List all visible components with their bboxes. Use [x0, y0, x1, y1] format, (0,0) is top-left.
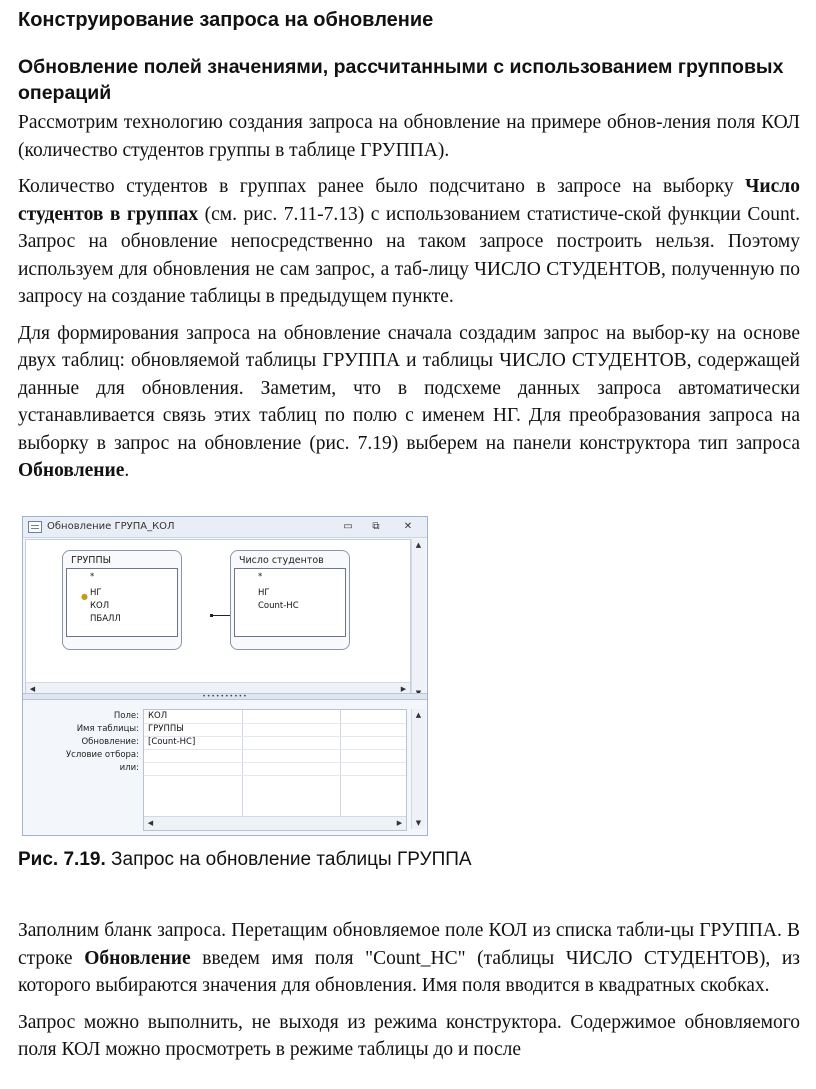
grid-vertical-scrollbar[interactable] — [411, 709, 425, 829]
scroll-up-icon[interactable]: ▲ — [415, 711, 422, 719]
field-star[interactable]: * — [90, 572, 95, 582]
primary-key-icon: ● — [81, 592, 88, 601]
grid-row-divider — [144, 775, 406, 776]
label-or: или: — [119, 763, 139, 773]
field-star[interactable]: * — [258, 572, 263, 582]
table-chislo-fields — [234, 568, 346, 637]
query-designer-window — [22, 516, 428, 836]
paragraph-intro: Рассмотрим технологию создания запроса на обновление на примере обнов-ления поля КОЛ (количество студентов группы в таблице ГРУППА). — [18, 112, 800, 161]
grid-horizontal-scrollbar[interactable] — [144, 816, 406, 830]
scroll-up-icon[interactable]: ▲ — [415, 541, 422, 549]
section-heading: Конструирование запроса на обновление — [18, 9, 434, 31]
figure-number: Рис. 7.19. — [18, 849, 106, 870]
paragraph-forming — [18, 320, 800, 485]
paragraph-fill-after: введем имя поля "Count_НС" (таблицы ЧИСЛО СТУДЕНТОВ), из которого выбираются значения для обновления. Имя поля вводится в квадратных скобках. — [18, 947, 800, 996]
pane-splitter[interactable]: •••••••••• — [23, 693, 427, 700]
label-criteria: Условие отбора: — [65, 750, 139, 760]
field-count-ns[interactable]: Count-НС — [258, 601, 299, 611]
grid-row-divider — [144, 762, 406, 763]
grid-column-divider — [340, 710, 341, 830]
label-update-to: Обновление: — [81, 737, 139, 747]
cell-field-value[interactable]: КОЛ — [148, 711, 168, 721]
field-ng[interactable]: НГ — [90, 588, 102, 598]
query-grid-pane — [23, 701, 425, 833]
table-gruppy[interactable] — [62, 550, 182, 650]
paragraph-fill-form — [18, 917, 800, 1000]
subsection-heading: Обновление полей значениями, рассчитанными с использованием групповых операций — [18, 56, 784, 104]
scroll-right-icon[interactable]: ▶ — [396, 819, 403, 827]
paragraph-forming-after: . — [124, 460, 130, 481]
table-diagram-pane — [25, 539, 411, 699]
paragraph-forming-bold: Обновление — [18, 460, 125, 481]
cell-table-value[interactable]: ГРУППЫ — [148, 724, 184, 734]
paragraph-forming-before: Для формирования запроса на обновление сначала создадим запрос на выбор-ку на основе двух таблиц: обновляемой таблицы ГРУППА и таблицы ЧИСЛО СТУДЕНТОВ, содержащей данные для обновления. Заметим, что в подсхеме данных запроса автоматически устанавливается связь этих таблиц по полю с именем НГ. Для преобразования запроса на выборку в запрос на обновление (рис. 7.19) выберем на панели конструктора тип запроса — [18, 322, 800, 454]
scroll-left-icon[interactable]: ◀ — [147, 819, 154, 827]
query-icon — [28, 521, 42, 533]
paragraph-count-bold: Число студентов в группах — [18, 176, 800, 225]
diagram-vertical-scrollbar[interactable] — [411, 539, 425, 699]
table-chislo-studentov[interactable] — [230, 550, 350, 650]
field-kol[interactable]: КОЛ — [90, 601, 110, 611]
label-table-name: Имя таблицы: — [76, 724, 139, 734]
scroll-right-icon[interactable]: ▶ — [400, 685, 407, 693]
table-gruppy-name: ГРУППЫ — [71, 555, 111, 566]
paragraph-execute: Запрос можно выполнить, не выходя из режима конструктора. Содержимое обновляемого поля КОЛ можно просмотреть в режиме таблицы до и после — [18, 1011, 800, 1060]
grid-row-divider — [144, 749, 406, 750]
field-pball[interactable]: ПБАЛЛ — [90, 614, 121, 624]
window-title: Обновление ГРУПА_КОЛ — [47, 521, 175, 532]
figure-caption-text: Запрос на обновление таблицы ГРУППА — [105, 849, 472, 870]
grid-column-divider — [242, 710, 243, 830]
document-page — [18, 0, 800, 485]
cell-update-value[interactable]: [Count-НС] — [148, 737, 196, 747]
paragraph-fill-before: Заполним бланк запроса. Перетащим обновляемое поле КОЛ из списка табли-цы ГРУППА. В строке — [18, 920, 800, 969]
table-chislo-name: Число студентов — [239, 555, 324, 566]
close-icon[interactable]: ✕ — [403, 521, 413, 532]
window-titlebar — [23, 517, 427, 538]
scroll-down-icon[interactable]: ▼ — [415, 819, 422, 827]
table-gruppy-fields — [66, 568, 178, 637]
restore-icon[interactable]: ⧉ — [372, 521, 380, 532]
paragraph-count-after: (см. рис. 7.11-7.13) с использованием статистиче-ской функции Count. Запрос на обновление непосредственно на таком запросе построить нельзя. Поэтому используем для обновления не сам запрос, а таб-лицу ЧИСЛО СТУДЕНТОВ, полученную по запросу на создание таблицы в предыдущем пункте. — [18, 203, 800, 307]
paragraph-count-before: Количество студентов в группах ранее было подсчитано в запросе на выборку — [18, 176, 746, 197]
field-ng[interactable]: НГ — [258, 588, 270, 598]
document-page-continued — [18, 917, 800, 1064]
query-design-grid[interactable] — [143, 709, 407, 831]
scroll-left-icon[interactable]: ◀ — [29, 685, 36, 693]
paragraph-fill-bold: Обновление — [84, 947, 191, 969]
minimize-icon[interactable]: ▭ — [343, 521, 353, 532]
label-field: Поле: — [113, 711, 139, 721]
figure-caption — [18, 848, 472, 872]
paragraph-count — [18, 173, 800, 311]
